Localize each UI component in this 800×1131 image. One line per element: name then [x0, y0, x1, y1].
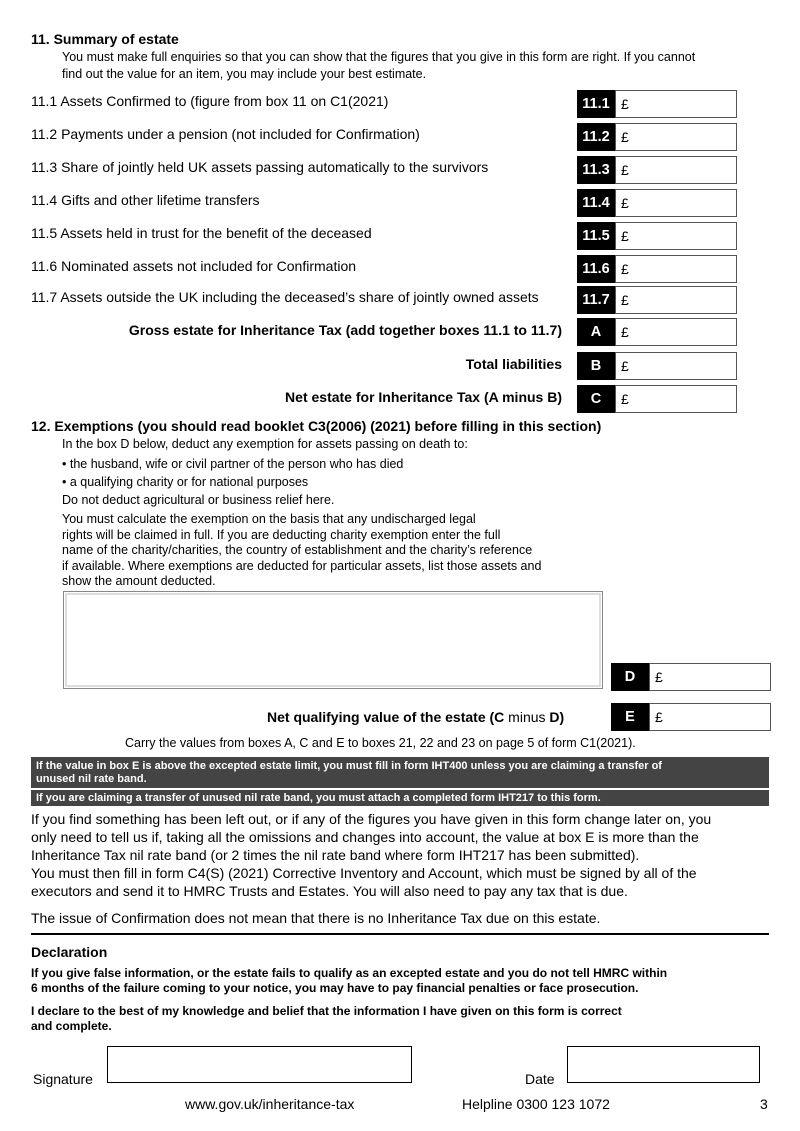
notice-iht400-line1: If the value in box E is above the excepted estate limit, you must fill in form IHT400 unless you are claiming a transfer of — [36, 760, 662, 772]
body-line: Inheritance Tax nil rate band (or 2 times the nil rate band where form IHT217 has been submitted). — [31, 847, 640, 863]
section-12-bullet-spouse: • the husband, wife or civil partner of the person who has died — [62, 457, 404, 471]
para-line: name of the charity/charities, the country of establishment and the charity’s reference — [62, 543, 533, 557]
omissions-paragraph — [31, 810, 711, 900]
box-code-4: 11.4 — [577, 189, 615, 217]
row-label-3: 11.3 Share of jointly held UK assets passing automatically to the survivors — [31, 159, 489, 175]
section-12-line: Do not deduct agricultural or business relief here. — [62, 493, 335, 507]
signature-input[interactable] — [108, 1047, 411, 1082]
declaration-statement-line1: I declare to the best of my knowledge and belief that the information I have given on this form is correct — [31, 1004, 622, 1018]
pound-sign: £ — [621, 261, 629, 277]
para-line: show the amount deducted. — [62, 574, 216, 588]
signature-label: Signature — [33, 1071, 93, 1087]
row-label-2: 11.2 Payments under a pension (not included for Confirmation) — [31, 126, 420, 142]
box-input-2[interactable] — [634, 127, 734, 147]
section-11-intro-line1: You must make full enquiries so that you can show that the figures that you give in this form are right. If you cannot — [62, 50, 696, 64]
box-field-7[interactable] — [615, 286, 737, 314]
box-code-b: B — [577, 352, 615, 380]
box-input-6[interactable] — [634, 259, 734, 279]
confirmation-note: The issue of Confirmation does not mean that there is no Inheritance Tax due on this estate. — [31, 910, 601, 926]
net-qualifying-label — [267, 709, 564, 725]
footer-helpline: Helpline 0300 123 1072 — [462, 1096, 610, 1112]
pound-sign: £ — [621, 391, 629, 407]
carry-values-note: Carry the values from boxes A, C and E to boxes 21, 22 and 23 on page 5 of form C1(2021). — [125, 736, 636, 750]
box-d-field[interactable] — [649, 663, 771, 691]
box-code-2: 11.2 — [577, 123, 615, 151]
box-field-5[interactable] — [615, 222, 737, 250]
box-code-d: D — [611, 663, 649, 691]
box-code-1: 11.1 — [577, 90, 615, 118]
box-field-6[interactable] — [615, 255, 737, 283]
box-code-c: C — [577, 385, 615, 413]
body-line: executors and send it to HMRC Trusts and Estates. You will also need to pay any tax that is due. — [31, 883, 628, 899]
box-e-field[interactable] — [649, 703, 771, 731]
para-line: You must calculate the exemption on the basis that any undischarged legal — [62, 512, 476, 526]
box-input-4[interactable] — [634, 193, 734, 213]
body-line: You must then fill in form C4(S) (2021) Corrective Inventory and Account, which must be signed by all of the — [31, 865, 697, 881]
declaration-statement-line2: and complete. — [31, 1019, 112, 1033]
box-input-1[interactable] — [634, 94, 734, 114]
pound-sign: £ — [621, 162, 629, 178]
pound-sign: £ — [621, 96, 629, 112]
section-11-intro-line2: find out the value for an item, you may include your best estimate. — [62, 67, 427, 81]
box-code-a: A — [577, 318, 615, 346]
row-label-5: 11.5 Assets held in trust for the benefit of the deceased — [31, 225, 372, 241]
net-qualifying-label-post: ) — [559, 709, 565, 725]
box-field-a[interactable] — [615, 318, 737, 346]
pound-sign: £ — [655, 709, 663, 725]
total-label-a: Gross estate for Inheritance Tax (add together boxes 11.1 to 11.7) — [128, 322, 562, 338]
row-label-6: 11.6 Nominated assets not included for Confirmation — [31, 258, 357, 274]
notice-iht217: If you are claiming a transfer of unused nil rate band, you must attach a completed form IHT217 to this form. — [31, 790, 769, 806]
body-line: If you find something has been left out, or if any of the figures you have given in this form change later on, you — [31, 811, 712, 827]
pound-sign: £ — [621, 129, 629, 145]
net-qualifying-label-c: C — [494, 709, 505, 725]
box-input-7[interactable] — [634, 290, 734, 310]
notice-iht400-line2: unused nil rate band. — [36, 773, 147, 785]
box-code-3: 11.3 — [577, 156, 615, 184]
pound-sign: £ — [621, 292, 629, 308]
section-12-title: 12. Exemptions (you should read booklet C3(2006) (2021) before filling in this section) — [31, 418, 602, 434]
box-code-6: 11.6 — [577, 255, 615, 283]
box-field-b[interactable] — [615, 352, 737, 380]
declaration-warning-line2: 6 months of the failure coming to your notice, you may have to pay financial penalties or face prosecution. — [31, 981, 639, 995]
section-12-bullet-charity: • a qualifying charity or for national purposes — [62, 475, 309, 489]
signature-field[interactable] — [107, 1046, 412, 1083]
footer-page-number: 3 — [760, 1096, 768, 1112]
net-qualifying-label-d: D — [549, 709, 560, 725]
para-line: rights will be claimed in full. If you are deducting charity exemption enter the full — [62, 527, 501, 542]
box-code-5: 11.5 — [577, 222, 615, 250]
declaration-statement — [31, 1004, 622, 1034]
date-label: Date — [525, 1071, 555, 1087]
net-qualifying-label-minus: minus — [504, 709, 550, 725]
box-d-input[interactable] — [668, 667, 768, 687]
pound-sign: £ — [621, 228, 629, 244]
box-input-5[interactable] — [634, 226, 734, 246]
date-field[interactable] — [567, 1046, 760, 1083]
box-field-4[interactable] — [615, 189, 737, 217]
para-line: if available. Where exemptions are deducted for particular assets, list those assets and — [62, 558, 542, 573]
pound-sign: £ — [621, 324, 629, 340]
footer-website: www.gov.uk/inheritance-tax — [185, 1096, 355, 1112]
box-input-b[interactable] — [634, 356, 734, 376]
box-code-e: E — [611, 703, 649, 731]
net-qualifying-label-pre: Net qualifying value of the estate ( — [267, 709, 495, 725]
pound-sign: £ — [621, 195, 629, 211]
section-11-title: 11. Summary of estate — [31, 31, 179, 47]
declaration-warning — [31, 966, 667, 996]
declaration-title: Declaration — [31, 944, 108, 960]
total-label-c: Net estate for Inheritance Tax (A minus B) — [285, 389, 562, 405]
row-label-1: 11.1 Assets Confirmed to (figure from box 11 on C1(2021) — [31, 93, 389, 109]
declaration-warning-line1: If you give false information, or the estate fails to qualify as an excepted estate and you do not tell HMRC within — [31, 966, 668, 980]
date-input[interactable] — [568, 1047, 759, 1082]
box-field-1[interactable] — [615, 90, 737, 118]
section-12-line: In the box D below, deduct any exemption for assets passing on death to: — [62, 437, 468, 451]
declaration-divider — [31, 933, 769, 935]
box-field-c[interactable] — [615, 385, 737, 413]
row-label-7: 11.7 Assets outside the UK including the deceased’s share of jointly owned assets — [31, 289, 539, 305]
section-12-paragraph — [62, 512, 541, 590]
exemptions-details-textarea[interactable] — [63, 591, 603, 689]
box-field-3[interactable] — [615, 156, 737, 184]
total-label-b: Total liabilities — [465, 356, 562, 372]
box-input-c[interactable] — [634, 389, 734, 409]
pound-sign: £ — [655, 669, 663, 685]
row-label-4: 11.4 Gifts and other lifetime transfers — [31, 192, 260, 208]
pound-sign: £ — [621, 358, 629, 374]
box-input-3[interactable] — [634, 160, 734, 180]
notice-iht400 — [31, 757, 769, 788]
box-input-a[interactable] — [634, 322, 734, 342]
box-e-input[interactable] — [668, 707, 768, 727]
box-field-2[interactable] — [615, 123, 737, 151]
box-code-7: 11.7 — [577, 286, 615, 314]
body-line: only need to tell us if, taking all the omissions and changes into account, the value at box E is more than the — [31, 829, 699, 845]
